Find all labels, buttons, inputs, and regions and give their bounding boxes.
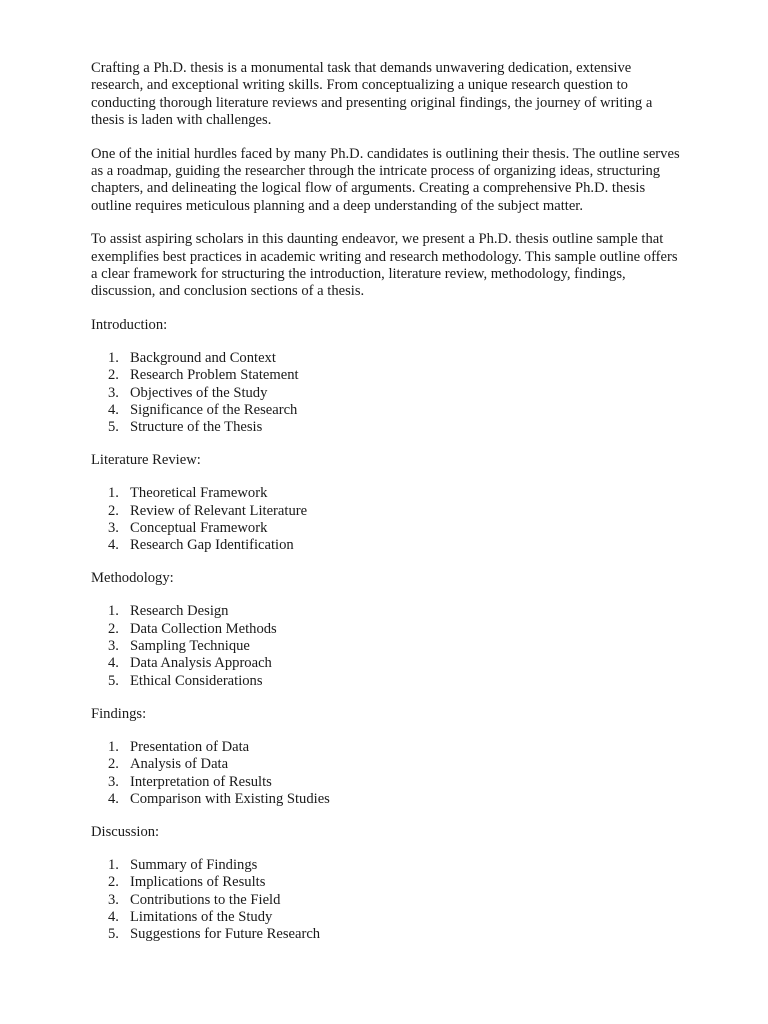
outline-list [91, 603, 721, 690]
list-item-number: 1. [108, 738, 119, 755]
outline-list [91, 485, 721, 555]
list-item [91, 655, 721, 672]
list-item [91, 603, 721, 620]
paragraph-line: To assist aspiring scholars in this daunting endeavor, we present a Ph.D. thesis outline sample that [91, 231, 664, 248]
list-item [91, 857, 721, 874]
list-item-text: Significance of the Research [130, 402, 298, 418]
list-item-text: Suggestions for Future Research [130, 926, 321, 943]
list-item-number: 3. [108, 891, 119, 908]
list-item-number: 2. [108, 367, 119, 384]
list-item-text: Research Design [130, 603, 229, 620]
list-item [91, 756, 721, 773]
paragraph-line: thesis is laden with challenges. [91, 112, 272, 129]
list-item [91, 739, 721, 756]
list-item-text: Structure of the Thesis [130, 419, 263, 436]
list-item-number: 3. [108, 638, 119, 655]
list-item-text: Sampling Technique [130, 638, 250, 655]
intro-paragraph [91, 60, 721, 130]
section-heading: Introduction: [91, 316, 168, 333]
list-item [91, 638, 721, 655]
list-item-text: Contributions to the Field [130, 891, 281, 908]
list-item [91, 926, 721, 943]
list-item [91, 909, 721, 926]
list-item [91, 485, 721, 502]
list-item-number: 1. [108, 485, 119, 502]
outline-list [91, 739, 721, 809]
list-item-text: Ethical Considerations [130, 672, 263, 689]
list-item [91, 537, 721, 554]
list-item [91, 350, 721, 367]
outline-sections [91, 317, 721, 944]
list-item-number: 3. [108, 520, 119, 537]
paragraph-line: research, and exceptional writing skills. From conceptualizing a unique research question to [91, 77, 628, 94]
list-item-number: 1. [108, 603, 119, 620]
intro-paragraphs [91, 60, 721, 301]
paragraph-line: chapters, and delineating the logical flow of arguments. Creating a comprehensive Ph.D. thesis [91, 180, 646, 197]
section-heading: Findings: [91, 705, 147, 722]
list-item-text: Presentation of Data [130, 738, 250, 755]
list-item [91, 874, 721, 891]
list-item-number: 2. [108, 620, 119, 637]
list-item-text: Research Gap Identification [130, 537, 294, 554]
list-item-text: Analysis of Data [130, 756, 229, 773]
list-item [91, 419, 721, 436]
list-item [91, 402, 721, 419]
outline-section [91, 706, 721, 809]
outline-section [91, 317, 721, 437]
list-item-number: 5. [108, 419, 119, 436]
list-item-number: 5. [108, 926, 119, 943]
list-item-number: 4. [108, 655, 119, 672]
list-item-text: Theoretical Framework [130, 485, 268, 502]
paragraph-line: a clear framework for structuring the introduction, literature review, methodology, findings, [91, 266, 626, 283]
list-item-text: Conceptual Framework [130, 520, 268, 537]
list-item-number: 4. [108, 402, 119, 418]
outline-section [91, 570, 721, 690]
list-item-number: 3. [108, 384, 119, 401]
list-item-number: 4. [108, 537, 119, 554]
list-item [91, 774, 721, 791]
list-item [91, 892, 721, 909]
list-item-text: Interpretation of Results [130, 773, 272, 790]
list-item-number: 2. [108, 756, 119, 773]
list-item-number: 4. [108, 908, 119, 925]
list-item [91, 367, 721, 384]
outline-section [91, 452, 721, 555]
section-heading: Literature Review: [91, 452, 201, 469]
list-item-number: 4. [108, 790, 119, 807]
list-item-number: 1. [108, 349, 119, 366]
intro-paragraph [91, 231, 721, 301]
section-heading: Methodology: [91, 570, 174, 587]
paragraph-line: outline requires meticulous planning and a deep understanding of the subject matter. [91, 197, 583, 214]
list-item [91, 385, 721, 402]
list-item-number: 3. [108, 773, 119, 790]
paragraph-line: Crafting a Ph.D. thesis is a monumental task that demands unwavering dedication, extensive [91, 60, 632, 76]
list-item-text: Data Analysis Approach [130, 655, 272, 672]
paragraph-line: One of the initial hurdles faced by many Ph.D. candidates is outlining their thesis. The outline serves [91, 145, 680, 162]
list-item-number: 2. [108, 502, 119, 519]
list-item-number: 5. [108, 672, 119, 689]
document-page [91, 60, 721, 959]
list-item-text: Research Problem Statement [130, 367, 299, 384]
list-item [91, 791, 721, 808]
list-item [91, 621, 721, 638]
intro-paragraph [91, 146, 721, 216]
list-item-text: Comparison with Existing Studies [130, 790, 330, 807]
section-heading: Discussion: [91, 823, 160, 840]
list-item-text: Objectives of the Study [130, 384, 268, 401]
outline-section [91, 824, 721, 944]
paragraph-line: as a roadmap, guiding the researcher through the intricate process of organizing ideas, structuring [91, 163, 661, 180]
list-item-number: 1. [108, 856, 119, 873]
list-item-text: Background and Context [130, 349, 276, 366]
list-item [91, 503, 721, 520]
list-item-text: Review of Relevant Literature [130, 502, 308, 519]
list-item [91, 673, 721, 690]
list-item-number: 2. [108, 874, 119, 891]
outline-list [91, 350, 721, 437]
list-item-text: Implications of Results [130, 874, 266, 891]
list-item-text: Limitations of the Study [130, 908, 273, 925]
list-item [91, 520, 721, 537]
list-item-text: Summary of Findings [130, 856, 258, 873]
list-item-text: Data Collection Methods [130, 620, 277, 637]
outline-list [91, 857, 721, 944]
paragraph-line: discussion, and conclusion sections of a thesis. [91, 283, 365, 300]
paragraph-line: exemplifies best practices in academic writing and research methodology. This sample outline offers [91, 248, 678, 265]
paragraph-line: conducting thorough literature reviews and presenting original findings, the journey of writing a [91, 94, 653, 111]
